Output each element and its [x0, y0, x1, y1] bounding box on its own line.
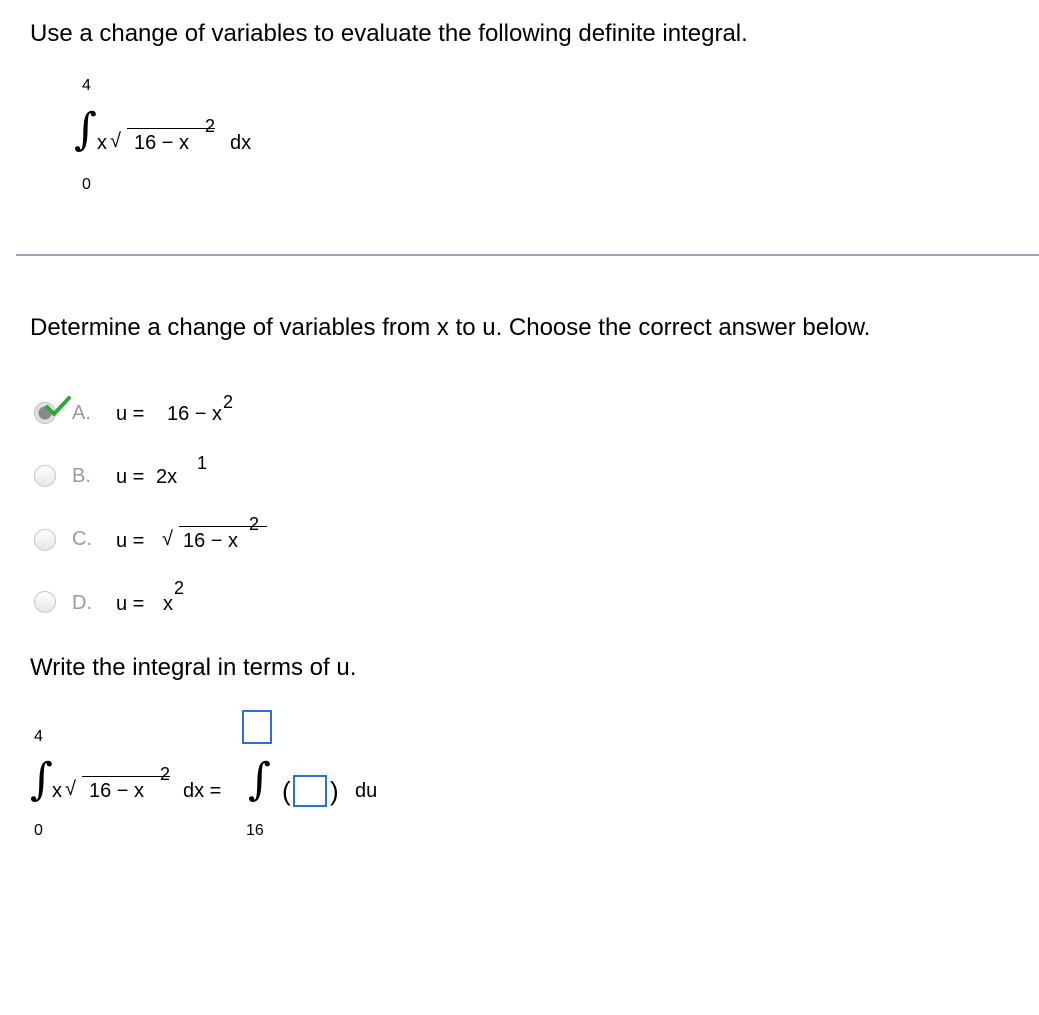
radio-c[interactable] [34, 529, 56, 551]
lower-limit: 16 [246, 822, 264, 839]
lower-limit: 0 [82, 176, 91, 193]
choice-a-letter: A. [72, 402, 91, 424]
integral-sign: ∫ [74, 104, 97, 155]
choice-d-expr: x [163, 593, 173, 615]
choice-b[interactable] [34, 453, 294, 493]
radicand-exponent: 2 [160, 764, 171, 784]
choice-c-letter: C. [72, 528, 92, 550]
section-divider [16, 254, 1039, 256]
integral-sign: ∫ [248, 754, 271, 805]
choice-a-lhs: u = [116, 403, 150, 425]
choice-b-exp: 1 [197, 453, 208, 473]
choice-b-lhs: u = [116, 466, 150, 488]
open-paren: ( [282, 776, 291, 806]
choice-a-exp: 2 [223, 392, 234, 412]
given-integral [60, 74, 300, 204]
close-paren: ) [330, 776, 339, 806]
radicand-exponent: 2 [205, 116, 216, 136]
differential: du [355, 780, 378, 802]
choice-c-lhs: u = [116, 530, 150, 552]
integrand-input[interactable] [293, 775, 327, 807]
choice-b-letter: B. [72, 465, 91, 487]
part1-prompt: Determine a change of variables from x to u. Choose the correct answer below. [30, 314, 871, 341]
integrand-factor: x [97, 132, 107, 154]
differential: dx = [183, 780, 222, 802]
radical-bar [127, 128, 215, 129]
part2-prompt: Write the integral in terms of u. [30, 654, 357, 681]
choice-c-expr: 16 − x [183, 530, 239, 552]
choice-d-letter: D. [72, 592, 92, 614]
choice-c-exp: 2 [249, 514, 260, 534]
upper-limit: 4 [34, 728, 43, 745]
choice-b-expr: 2x [156, 466, 178, 488]
radical-sign: √ [162, 528, 173, 550]
upper-limit-input[interactable] [242, 710, 272, 744]
lower-limit: 0 [34, 822, 43, 839]
integral-sign: ∫ [30, 754, 53, 805]
integrand-factor: x [52, 780, 62, 802]
choice-a[interactable] [34, 392, 294, 432]
radio-d[interactable] [34, 591, 56, 613]
radical-bar [82, 776, 170, 777]
choice-d-lhs: u = [116, 593, 150, 615]
choice-d-exp: 2 [174, 578, 185, 598]
radical-sign: √ [65, 778, 76, 800]
radicand: 16 − x [134, 132, 190, 154]
differential: dx [230, 132, 252, 154]
choice-c[interactable] [34, 514, 314, 558]
check-icon [44, 396, 72, 418]
question-prompt: Use a change of variables to evaluate the following definite integral. [30, 20, 748, 47]
right-integral [236, 706, 406, 846]
radical-sign: √ [110, 130, 121, 152]
choice-a-expr: 16 − x [167, 403, 223, 425]
left-integral [24, 722, 244, 852]
radio-b[interactable] [34, 465, 56, 487]
upper-limit: 4 [82, 77, 91, 94]
radicand: 16 − x [89, 780, 145, 802]
choice-d[interactable] [34, 578, 294, 618]
